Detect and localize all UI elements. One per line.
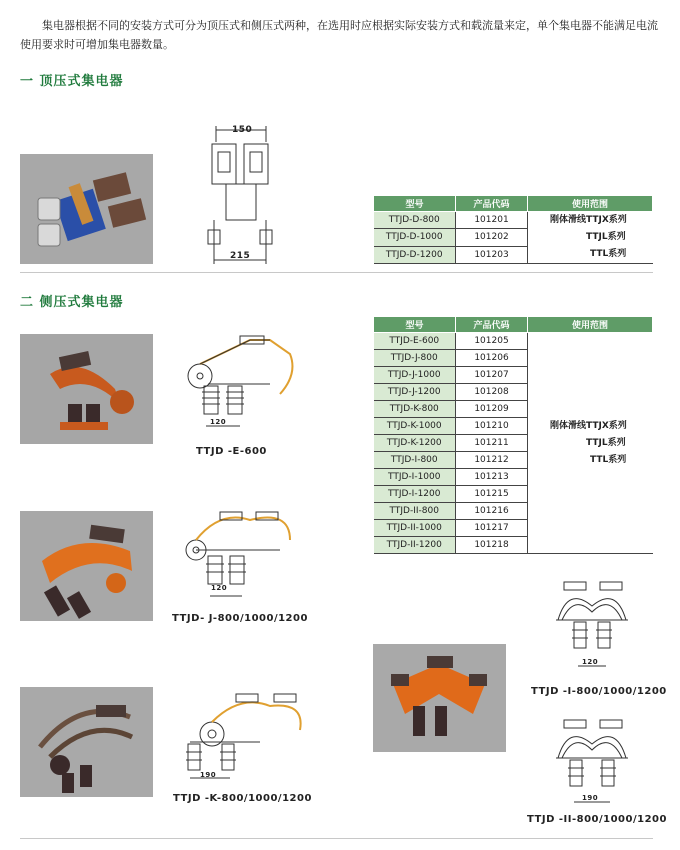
top-press-collector-photo xyxy=(20,154,153,264)
code-cell: 101215 xyxy=(456,486,528,503)
i-caption: TTJD -I-800/1000/1200 xyxy=(531,686,667,697)
model-cell: TTJD-D-800 xyxy=(374,212,456,229)
top-press-collector-drawing xyxy=(200,122,280,267)
table-row xyxy=(374,333,653,350)
side-press-j-photo xyxy=(20,511,153,621)
k-caption: TTJD -K-800/1000/1200 xyxy=(173,793,312,804)
code-cell: 101218 xyxy=(456,537,528,554)
usage-cell xyxy=(528,212,653,264)
usage-cell xyxy=(528,333,653,554)
code-cell: 101208 xyxy=(456,384,528,401)
header-code: 产品代码 xyxy=(456,196,528,212)
side-press-i-photo xyxy=(373,644,506,752)
code-cell: 101202 xyxy=(456,229,528,246)
side-press-i-drawing xyxy=(548,580,636,670)
code-cell: 101209 xyxy=(456,401,528,418)
model-cell: TTJD-E-600 xyxy=(374,333,456,350)
model-cell: TTJD-K-1200 xyxy=(374,435,456,452)
model-cell: TTJD-II-1200 xyxy=(374,537,456,554)
section-title-side-press: 二 侧压式集电器 xyxy=(20,295,124,310)
top-dimension-label: 150 xyxy=(232,125,253,135)
e600-dimension-label: 120 xyxy=(210,418,227,426)
usage-line: 刚体滑线TTJX系列 xyxy=(550,215,627,225)
code-cell: 101206 xyxy=(456,350,528,367)
model-cell: TTJD-J-1200 xyxy=(374,384,456,401)
model-cell: TTJD-D-1200 xyxy=(374,246,456,263)
j-dimension-label: 120 xyxy=(211,584,228,592)
k-dimension-label: 190 xyxy=(200,771,217,779)
side-press-e600-photo xyxy=(20,334,153,444)
section-divider xyxy=(20,272,653,273)
side-press-j-drawing xyxy=(180,510,300,606)
e600-caption: TTJD -E-600 xyxy=(196,446,267,457)
header-usage: 使用范围 xyxy=(528,317,653,333)
model-cell: TTJD-D-1000 xyxy=(374,229,456,246)
model-cell: TTJD-II-800 xyxy=(374,503,456,520)
page-bottom-divider xyxy=(20,838,653,839)
usage-line: 刚体滑线TTJX系列 xyxy=(550,420,627,431)
usage-line: TTJL系列 xyxy=(586,232,626,242)
table-row xyxy=(374,212,653,229)
usage-line: TTL系列 xyxy=(590,249,627,259)
model-cell: TTJD-J-800 xyxy=(374,350,456,367)
code-cell: 101205 xyxy=(456,333,528,350)
header-usage: 使用范围 xyxy=(528,196,653,212)
code-cell: 101211 xyxy=(456,435,528,452)
top-press-spec-table xyxy=(373,195,653,264)
side-press-k-drawing xyxy=(180,690,310,782)
code-cell: 101217 xyxy=(456,520,528,537)
header-model: 型号 xyxy=(374,196,456,212)
model-cell: TTJD-I-1200 xyxy=(374,486,456,503)
model-cell: TTJD-I-800 xyxy=(374,452,456,469)
i-dimension-label: 120 xyxy=(582,658,599,666)
model-cell: TTJD-II-1000 xyxy=(374,520,456,537)
header-model: 型号 xyxy=(374,317,456,333)
code-cell: 101210 xyxy=(456,418,528,435)
model-cell: TTJD-K-800 xyxy=(374,401,456,418)
side-press-spec-table xyxy=(373,316,653,554)
ii-dimension-label: 190 xyxy=(582,794,599,802)
side-press-k-photo xyxy=(20,687,153,797)
code-cell: 101201 xyxy=(456,212,528,229)
model-cell: TTJD-K-1000 xyxy=(374,418,456,435)
code-cell: 101203 xyxy=(456,246,528,263)
side-press-e600-drawing xyxy=(180,334,300,434)
usage-line: TTL系列 xyxy=(590,454,627,465)
code-cell: 101213 xyxy=(456,469,528,486)
usage-line: TTJL系列 xyxy=(586,437,626,448)
j-caption: TTJD- J-800/1000/1200 xyxy=(172,613,308,624)
bottom-dimension-label: 215 xyxy=(230,251,251,261)
ii-caption: TTJD -II-800/1000/1200 xyxy=(527,814,667,825)
section-title-top-press: 一 顶压式集电器 xyxy=(20,74,124,89)
header-code: 产品代码 xyxy=(456,317,528,333)
code-cell: 101216 xyxy=(456,503,528,520)
intro-paragraph: 集电器根据不同的安装方式可分为顶压式和侧压式两种，在选用时应根据实际安装方式和载流量来定，单个集电器不能满足电流使用要求时可增加集电器数量。 xyxy=(20,19,658,51)
code-cell: 101207 xyxy=(456,367,528,384)
model-cell: TTJD-I-1000 xyxy=(374,469,456,486)
code-cell: 101212 xyxy=(456,452,528,469)
model-cell: TTJD-J-1000 xyxy=(374,367,456,384)
